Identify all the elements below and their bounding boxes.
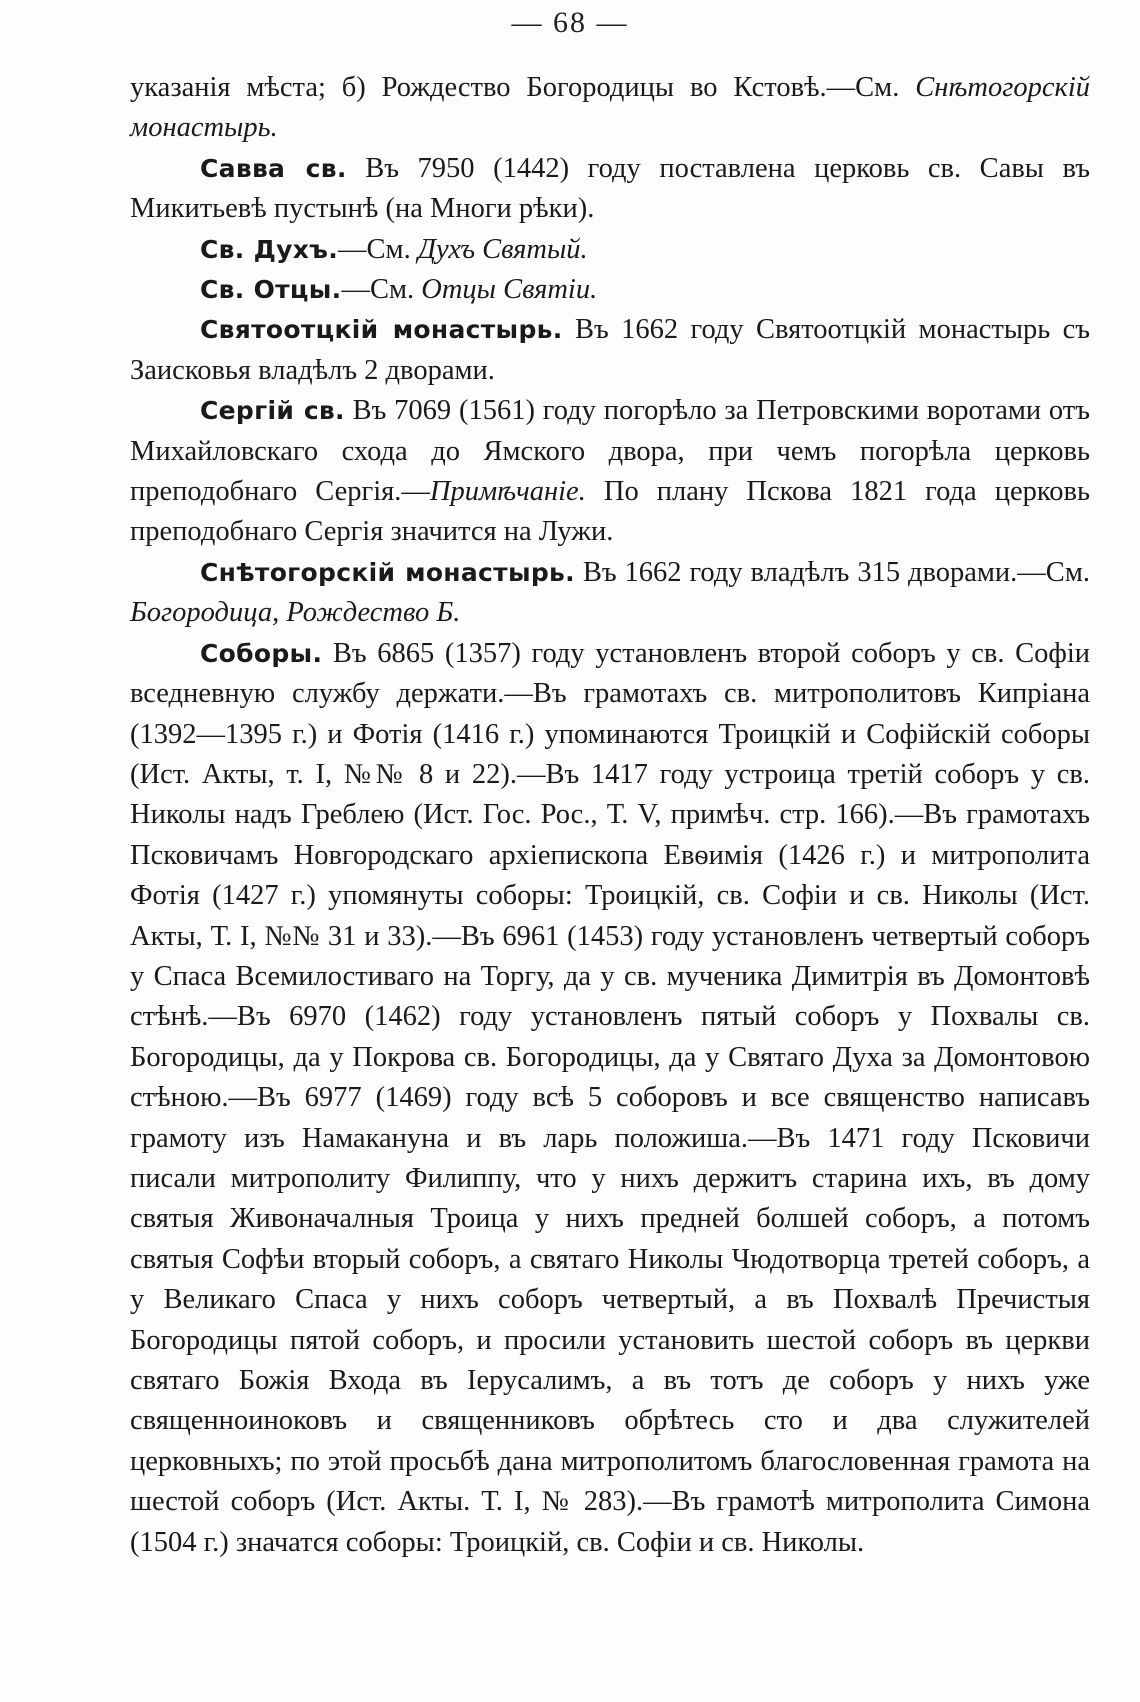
- entry-snetogorskiy: [130, 553, 1090, 634]
- paragraph-continuation: [130, 68, 1090, 149]
- text-run: —См.: [341, 274, 422, 306]
- main-text: [130, 68, 1090, 1563]
- text-run: указанія мѣста; б) Рождество Богородицы во Кстовѣ.—См.: [130, 72, 916, 103]
- text-run: Въ 6865 (1357) году установленъ второй соборъ у св. Софіи вседневную службу держати.—Въ грамотахъ св. митрополитовъ Кипріана (1392—1395 г.) и Фотія (1416 г.) упоминаются Троицкій и Софійскій соборы (Ист. Акты, т. I, №№ 8 и 22).—Въ 1417 году устроица третій соборъ у св. Николы надъ Греблею (Ист. Гос. Рос., Т. V, примѣч. стр. 166).—Въ грамотахъ Псковичамъ Новгородскаго архіепископа Евѳимія (1426 г.) и митрополита Фотія (1427 г.) упомянуты соборы: Троицкій, св. Софіи и св. Николы (Ист. Акты, Т. I, №№ 31 и 33).—Въ 6961 (1453) году установленъ четвертый соборъ у Спаса Всемилостиваго на Торгу, да у св. мученика Димитрія въ Домонтовѣ стѣнѣ.—Въ 6970 (1462) году установленъ пятый соборъ у Похвалы св. Богородицы, да у Покрова св. Богородицы, да у Святаго Духа за Домонтовою стѣною.—Въ 6977 (1469) году всѣ 5 соборовъ и все священство написавъ грамоту изъ Намакануна и въ ларь положиша.—Въ 1471 году Псковичи писали митрополиту Филиппу, что у нихъ держитъ старина ихъ, въ дому святыя Живоначалныя Троица у нихъ предней болшей соборъ, а потомъ святыя Софѣи вторый соборъ, а святаго Николы Чюдотворца третей соборъ, а у Великаго Спаса у нихъ соборъ четвертый, а въ Похвалѣ Пречистыя Богородицы пятой соборъ, и просили установить шестой соборъ въ церкви святаго Божія Входа въ Іерусалимъ, а въ тотъ де соборъ у нихъ уже священноиноковъ и священниковъ обрѣтесь сто и два служителей церковныхъ; по этой просьбѣ дана митрополитомъ благословенная грамота на шестой соборъ (Ист. Акты. Т. I, № 283).—Въ грамотѣ митрополита Симона (1504 г.) значатся соборы: Троицкій, св. Софіи и св. Николы.: [130, 637, 1090, 1558]
- note-label: Примѣчаніе.: [429, 476, 586, 508]
- entry-svyatootskiy: [130, 310, 1090, 391]
- entry-heading: Савва св.: [200, 153, 347, 183]
- entry-sobory: [130, 634, 1090, 1563]
- text-run: Въ 7069 (1561) году погорѣло за Петровскими воротами отъ Михайловскаго схода до Ямского двора, при чемъ погорѣла церковь преподобнаго Сергія.—: [130, 395, 1090, 508]
- cross-reference: Духъ Святый.: [417, 233, 588, 265]
- entry-sergiy: [130, 391, 1090, 553]
- entry-heading: Соборы.: [200, 638, 323, 668]
- cross-reference: Отцы Святіи.: [421, 274, 598, 306]
- entry-savva: [130, 149, 1090, 230]
- text-run: Въ 7950 (1442) году поставлена церковь св. Савы въ Микитьевѣ пустынѣ (на Многи рѣки).: [130, 152, 1090, 225]
- cross-reference: Богородица, Рождество Б.: [130, 597, 461, 629]
- text-run: —См.: [338, 233, 418, 265]
- entry-heading: Св. Духъ.: [200, 234, 339, 264]
- entry-heading: Сергій св.: [200, 396, 345, 426]
- entry-heading: Святоотцкій монастырь.: [200, 315, 563, 345]
- text-run: Въ 1662 году Святоотцкій монастырь съ Заисковья владѣлъ 2 дворами.: [130, 314, 1091, 386]
- text-run: Въ 1662 году владѣлъ 315 дворами.—См.: [574, 556, 1090, 588]
- entry-heading: Св. Отцы.: [200, 275, 342, 305]
- page-number: — 68 —: [511, 6, 629, 39]
- entry-sv-ottsy: [130, 270, 1090, 310]
- cross-reference: Снѣтогорскій монастырь.: [130, 72, 1090, 144]
- entry-heading: Снѣтогорскій монастырь.: [200, 557, 575, 587]
- entry-sv-dukh: [130, 230, 1090, 270]
- text-run: По плану Пскова 1821 года церковь преподобнаго Сергія значится на Лужи.: [130, 476, 1090, 548]
